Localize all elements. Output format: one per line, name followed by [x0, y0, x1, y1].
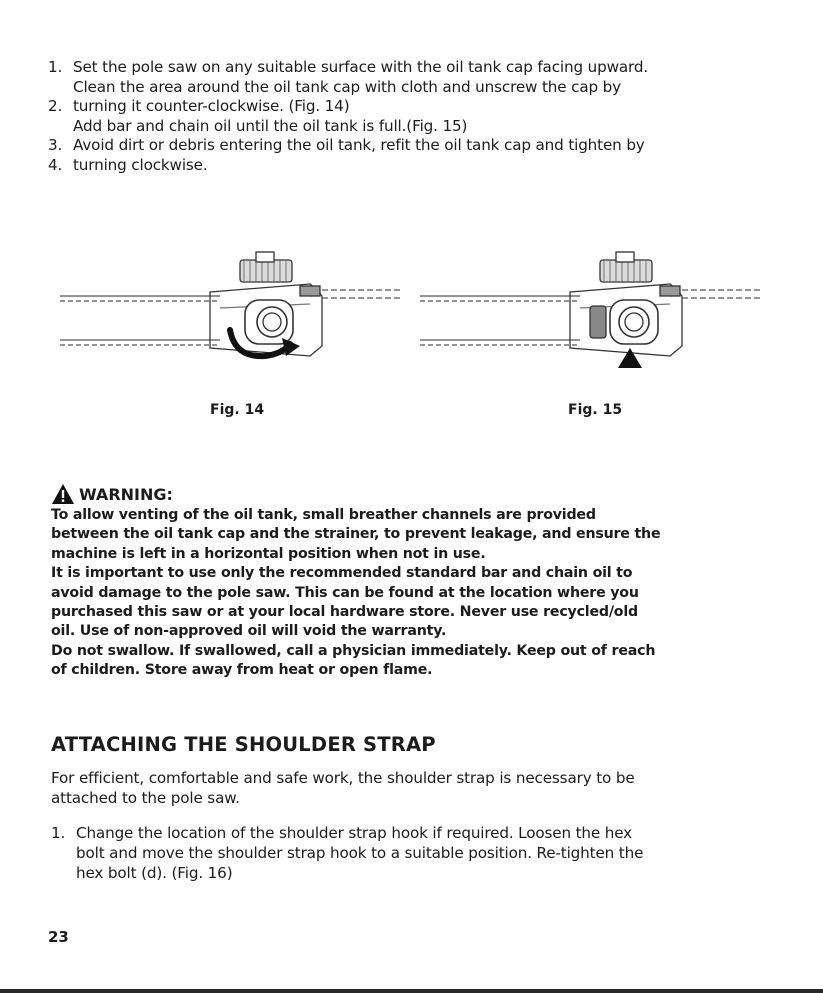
- step-line: [48, 117, 788, 137]
- step-number: 1.: [48, 58, 63, 76]
- strap-steps: [51, 823, 791, 883]
- intro-line: For efficient, comfortable and safe work, the shoulder strap is necessary to be: [51, 769, 635, 787]
- warning-line: between the oil tank cap and the strainer, to prevent leakage, and ensure the: [51, 526, 661, 543]
- warning-line: machine is left in a horizontal position when not in use.: [51, 545, 486, 562]
- step-number: [48, 117, 73, 137]
- warning-line: To allow venting of the oil tank, small breather channels are provided: [51, 507, 596, 523]
- step-number: 1.: [51, 824, 66, 842]
- section-title: ATTACHING THE SHOULDER STRAP: [51, 733, 436, 756]
- step-number: 2.: [48, 97, 63, 115]
- step-line: [48, 97, 788, 117]
- step-number: 3.: [48, 136, 63, 154]
- step-line: [48, 136, 788, 156]
- fig14-illustration: [60, 248, 400, 378]
- page-number: 23: [48, 928, 69, 946]
- step-line: [51, 863, 791, 883]
- warning-line: of children. Store away from heat or open flame.: [51, 662, 433, 679]
- step-text: turning clockwise.: [73, 155, 208, 174]
- oil-fill-steps: [48, 58, 788, 175]
- step-text: Change the location of the shoulder strap hook if required. Loosen the hex: [76, 824, 632, 842]
- step-number: [48, 78, 73, 98]
- fig15-illustration: [420, 248, 760, 378]
- warning-line: purchased this saw or at your local hardware store. Never use recycled/old: [51, 604, 638, 621]
- bottom-border: [0, 989, 823, 993]
- warning-block: [51, 482, 791, 681]
- step-line: [48, 78, 788, 98]
- step-line: [48, 58, 788, 78]
- intro-line: attached to the pole saw.: [51, 789, 240, 807]
- step-text: bolt and move the shoulder strap hook to a suitable position. Re-tighten the: [76, 844, 644, 862]
- step-text: Avoid dirt or debris entering the oil tank, refit the oil tank cap and tighten by: [73, 136, 645, 154]
- warning-heading: [51, 482, 791, 506]
- warning-line: avoid damage to the pole saw. This can be found at the location where you: [51, 584, 639, 601]
- warning-triangle-icon: [51, 483, 75, 505]
- warning-line: It is important to use only the recommended standard bar and chain oil to: [51, 565, 633, 582]
- warning-text: [51, 506, 791, 681]
- step-text: Set the pole saw on any suitable surface with the oil tank cap facing upward.: [73, 58, 649, 76]
- section-intro: [51, 768, 791, 808]
- step-text: Clean the area around the oil tank cap with cloth and unscrew the cap by: [73, 77, 621, 96]
- warning-title: WARNING:: [79, 484, 173, 504]
- fig15-caption: Fig. 15: [568, 402, 623, 418]
- warning-line: oil. Use of non-approved oil will void the warranty.: [51, 623, 447, 640]
- step-number: 4.: [48, 155, 63, 174]
- step-text: Add bar and chain oil until the oil tank is full.(Fig. 15): [73, 116, 468, 135]
- step-text: hex bolt (d). (Fig. 16): [76, 864, 233, 882]
- step-line: [48, 156, 788, 176]
- step-number: [51, 863, 76, 883]
- step-line: [51, 843, 791, 863]
- fig14-caption: Fig. 14: [210, 402, 265, 418]
- step-number: [51, 843, 76, 863]
- step-line: [51, 823, 791, 843]
- step-text: turning it counter-clockwise. (Fig. 14): [73, 97, 350, 115]
- warning-line: Do not swallow. If swallowed, call a physician immediately. Keep out of reach: [51, 642, 656, 659]
